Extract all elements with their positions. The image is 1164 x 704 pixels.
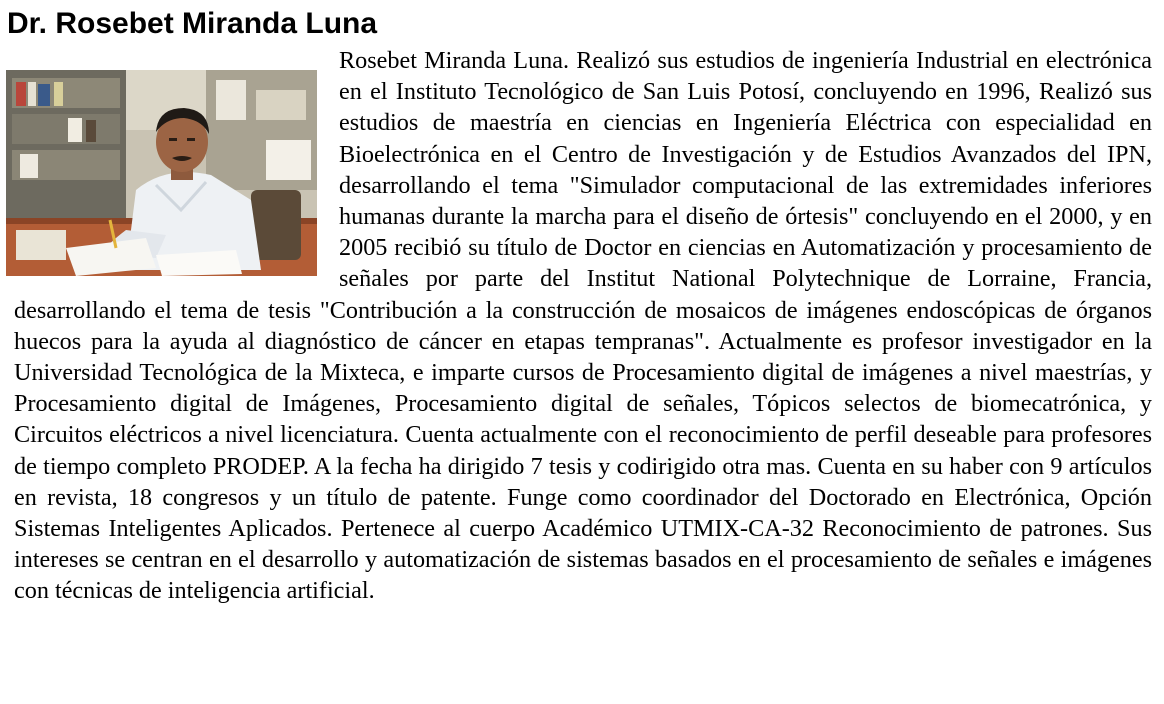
biography <box>14 45 1152 607</box>
profile-photo <box>6 70 317 276</box>
person-portrait-icon <box>6 70 317 276</box>
page-title: Dr. Rosebet Miranda Luna <box>7 7 378 40</box>
biography-text: Rosebet Miranda Luna. Realizó sus estudios de ingeniería Industrial en electrónica en el Instituto Tecnológico de San Luis Potosí, concluyendo en 1996, Realizó sus estudios de maestría en ciencias en Ingeniería Eléctrica con especialidad en Bioelectrónica en el Centro de Investigación y de Estudios Avanzados del IPN, desarrollando el tema "Simulador computacional de las extremidades inferiores humanas durante la marcha para el diseño de órtesis" concluyendo en el 2000, y en 2005 recibió su título de Doctor en ciencias en Automatización y procesamiento de señales por parte del Institut National Polytechnique de Lorraine, Francia, desarrollando el tema de tesis "Contribución a la construcción de mosaicos de imágenes endoscópicas de órganos huecos para la ayuda al diagnóstico de cáncer en etapas tempranas". Actualmente es profesor investigador en la Universidad Tecnológica de la Mixteca, e imparte cursos de Procesamiento digital de imágenes a nivel maestrías, y Procesamiento digital de Imágenes, Procesamiento digital de señales, Tópicos selectos de biomecatrónica, y Circuitos eléctricos a nivel licenciatura. Cuenta actualmente con el reconocimiento de perfil deseable para profesores de tiempo completo PRODEP. A la fecha ha dirigido 7 tesis y codirigido otra mas. Cuenta en su haber con 9 artículos en revista, 18 congresos y un título de patente. Funge como coordinador del Doctorado en Electrónica, Opción Sistemas Inteligentes Aplicados. Pertenece al cuerpo Académico UTMIX-CA-32 Reconocimiento de patrones. Sus intereses se centran en el desarrollo y automatización de sistemas basados en el procesamiento de señales e imágenes con técnicas de inteligencia artificial. <box>14 47 1152 605</box>
